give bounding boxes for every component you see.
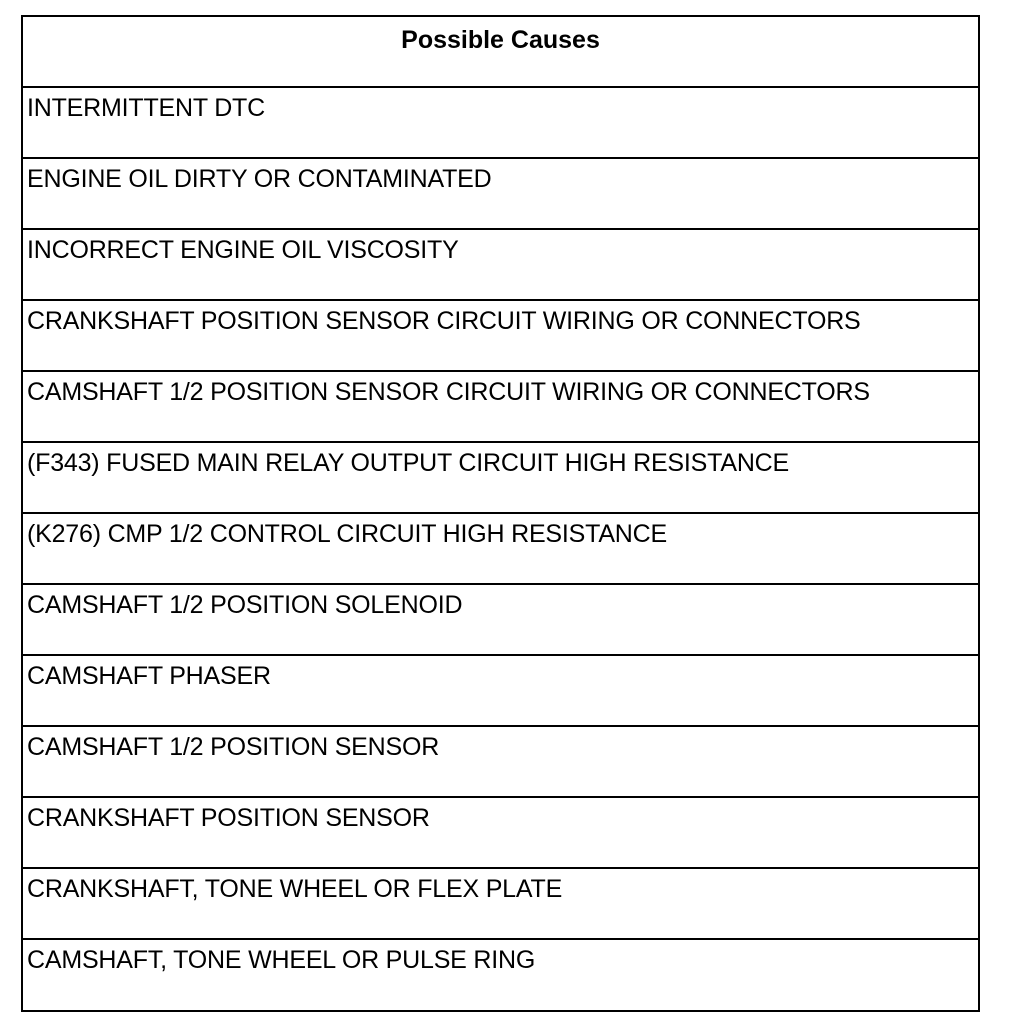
table-row: CAMSHAFT 1/2 POSITION SENSOR CIRCUIT WIRING OR CONNECTORS <box>23 372 978 443</box>
table-row: INTERMITTENT DTC <box>23 88 978 159</box>
possible-causes-table <box>21 15 980 1012</box>
table-row: CAMSHAFT PHASER <box>23 656 978 727</box>
table-row: CAMSHAFT, TONE WHEEL OR PULSE RING <box>27 946 536 974</box>
table-row: ENGINE OIL DIRTY OR CONTAMINATED <box>23 159 978 230</box>
table-row: CAMSHAFT 1/2 POSITION SENSOR <box>23 727 978 798</box>
table-row: CRANKSHAFT, TONE WHEEL OR FLEX PLATE <box>23 869 978 940</box>
table-row: CRANKSHAFT POSITION SENSOR CIRCUIT WIRING OR CONNECTORS <box>23 301 978 372</box>
table-row: INCORRECT ENGINE OIL VISCOSITY <box>23 230 978 301</box>
table-row: CRANKSHAFT POSITION SENSOR <box>23 798 978 869</box>
table-row: (F343) FUSED MAIN RELAY OUTPUT CIRCUIT HIGH RESISTANCE <box>23 443 978 514</box>
table-row: (K276) CMP 1/2 CONTROL CIRCUIT HIGH RESISTANCE <box>23 514 978 585</box>
table-row: CAMSHAFT 1/2 POSITION SOLENOID <box>23 585 978 656</box>
table-header: Possible Causes <box>23 17 978 88</box>
